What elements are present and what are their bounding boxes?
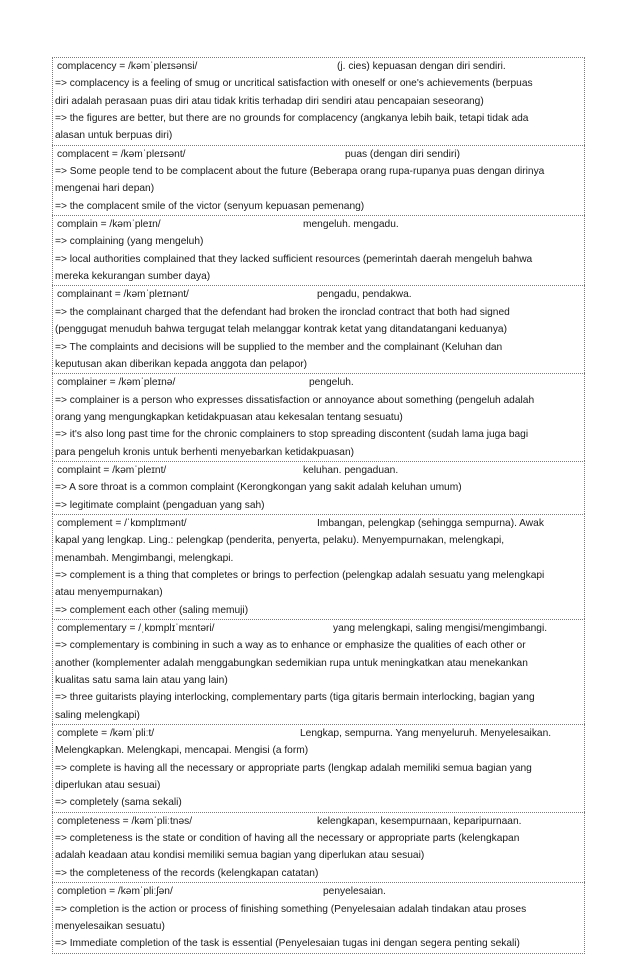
entry-text-line: adalah keadaan atau kondisi memiliki semua bagian yang diperlukan atau sesuai) <box>55 850 425 862</box>
entry-text-line: diperlukan atau sesuai) <box>55 780 161 792</box>
entry-text-line: saling melengkapi) <box>55 709 140 721</box>
dictionary-entry <box>52 619 585 724</box>
entry-text-line: => Immediate completion of the task is essential (Penyelesaian tugas ini dengan segera penting sekali) <box>55 938 520 950</box>
entry-text-line: => The complaints and decisions will be supplied to the member and the complainant (Keluhan dan <box>55 341 503 353</box>
entry-text-line: menambah. Mengimbangi, melengkapi. <box>55 552 234 564</box>
headword: complaint = /kəmˈpleɪnt/ <box>57 464 167 476</box>
entry-text-line: orang yang mengungkapkan ketidakpuasan atau kekesalan tentang sesuatu) <box>55 411 403 423</box>
entry-text-line: => complainer is a person who expresses dissatisfaction or annoyance about something (pengeluh adalah <box>55 394 535 406</box>
entry-text-line: => the complacent smile of the victor (senyum kepuasan pemenang) <box>55 200 365 212</box>
entry-text-line: mereka kekurangan sumber daya) <box>55 271 211 283</box>
entry-header <box>55 286 582 303</box>
entry-text-line: => A sore throat is a common complaint (Kerongkongan yang sakit adalah keluhan umum) <box>55 482 462 494</box>
entry-header <box>55 515 582 532</box>
entry-text-line: => the complainant charged that the defendant had broken the ironclad contract that both had signed <box>55 306 510 318</box>
entry-text-line: => completion is the action or process of finishing something (Penyelesaian adalah tindakan atau proses <box>55 903 527 915</box>
entry-text-line: another (komplementer adalah menggabungkan sedemikian rupa untuk meningkatkan atau menekankan <box>55 657 528 669</box>
entry-text-line: menyelesaikan sesuatu) <box>55 920 165 932</box>
entry-text-line: => completeness is the state or condition of having all the necessary or appropriate parts (kelengkapan <box>55 833 520 845</box>
entry-text-line: => complement each other (saling memuji) <box>55 604 249 616</box>
entry-header <box>55 146 582 163</box>
entry-text-line: Melengkapkan. Melengkapi, mencapai. Mengisi (a form) <box>55 745 309 757</box>
entry-text-line: => complementary is combining in such a way as to enhance or emphasize the qualities of each other or <box>55 640 526 652</box>
entry-text-line: => complaining (yang mengeluh) <box>55 236 204 248</box>
entry-text-line: => complete is having all the necessary or appropriate parts (lengkap adalah memiliki semua bagian yang <box>55 762 532 774</box>
translation: Imbangan, pelengkap (sehingga sempurna). Awak <box>317 517 544 529</box>
entry-header <box>55 725 582 742</box>
headword: completion = /kəmˈpliːʃən/ <box>57 886 173 898</box>
dictionary-entry <box>52 812 585 882</box>
entry-text-line: => completely (sama sekali) <box>55 797 182 809</box>
entry-text-line: alasan untuk berpuas diri) <box>55 130 173 142</box>
headword: complain = /kəmˈpleɪn/ <box>57 219 161 231</box>
entry-text-line: diri adalah perasaan puas diri atau tidak kritis terhadap diri sendiri atau pencapaian seseorang) <box>55 95 484 107</box>
translation: pengadu, pendakwa. <box>317 289 412 301</box>
entry-header <box>55 462 582 479</box>
entry-text-line: => it's also long past time for the chronic complainers to stop spreading discontent (sudah lama juga bagi <box>55 429 529 441</box>
dictionary-entry <box>52 145 585 215</box>
entry-text-line: => complement is a thing that completes or brings to perfection (pelengkap adalah sesuatu yang melengkapi <box>55 569 545 581</box>
entry-text-line: => the figures are better, but there are no grounds for complacency (angkanya lebih baik, tetapi tidak ada <box>55 113 529 125</box>
dictionary-entry <box>52 461 585 514</box>
translation: keluhan. pengaduan. <box>303 464 399 476</box>
entry-text-line: => three guitarists playing interlocking, complementary parts (tiga gitaris bermain interlocking, bagian yang <box>55 692 535 704</box>
translation: (j. cies) kepuasan dengan diri sendiri. <box>337 61 506 72</box>
entry-text-line: => the completeness of the records (kelengkapan catatan) <box>55 867 319 879</box>
translation: Lengkap, sempurna. Yang menyeluruh. Menyelesaikan. <box>300 728 552 740</box>
entry-text-line: => complacency is a feeling of smug or uncritical satisfaction with oneself or one's achievements (berpuas <box>55 78 533 90</box>
translation: mengeluh. mengadu. <box>303 219 399 231</box>
entry-text-line: => local authorities complained that they lacked sufficient resources (pemerintah daerah mengeluh bahwa <box>55 253 533 265</box>
entry-text-line: => legitimate complaint (pengaduan yang sah) <box>55 499 265 511</box>
headword: complacent = /kəmˈpleɪsənt/ <box>57 148 186 160</box>
dictionary-entry <box>52 215 585 285</box>
headword: complainant = /kəmˈpleɪnənt/ <box>57 289 189 301</box>
headword: complementary = /ˌkɒmplɪˈmɛntəri/ <box>57 623 215 634</box>
entry-header <box>55 813 582 830</box>
entry-text-line: (penggugat menuduh bahwa tergugat telah melanggar kontrak ketat yang ditandatangani keduanya) <box>55 324 507 336</box>
entry-header <box>55 620 582 637</box>
dictionary-entry <box>52 285 585 373</box>
translation: yang melengkapi, saling mengisi/mengimbangi. <box>333 623 548 634</box>
entry-text-line: => Some people tend to be complacent about the future (Beberapa orang rupa-rupanya puas dengan dirinya <box>55 166 545 178</box>
entry-text-line: para pengeluh kronis untuk berhenti menyebarkan ketidakpuasan) <box>55 446 355 458</box>
translation: pengeluh. <box>309 377 354 389</box>
entry-text-line: kualitas satu sama lain atau yang lain) <box>55 675 228 687</box>
headword: completeness = /kəmˈpliːtnəs/ <box>57 815 193 827</box>
translation: kelengkapan, kesempurnaan, keparipurnaan. <box>317 815 522 827</box>
entry-header <box>55 216 582 233</box>
translation: penyelesaian. <box>323 886 386 898</box>
entry-header <box>55 374 582 391</box>
dictionary-entry <box>52 373 585 461</box>
translation: puas (dengan diri sendiri) <box>345 148 460 160</box>
dictionary-entry <box>52 514 585 619</box>
entry-text-line: mengenai hari depan) <box>55 183 155 195</box>
dictionary-entry <box>52 57 585 145</box>
entry-text-line: keputusan akan diberikan kepada anggota dan pelapor) <box>55 358 308 370</box>
headword: complacency = /kəmˈpleɪsənsi/ <box>57 61 198 72</box>
dictionary-entry <box>52 882 585 953</box>
entry-header <box>55 883 582 900</box>
headword: complement = /ˈkɒmplɪmənt/ <box>57 517 187 529</box>
entry-text-line: kapal yang lengkap. Ling.: pelengkap (penderita, penyerta, pelaku). Menyempurnakan, melengkapi, <box>55 535 505 547</box>
entry-text-line: atau menyempurnakan) <box>55 587 163 599</box>
dictionary-entry <box>52 724 585 812</box>
headword: complainer = /kəmˈpleɪnə/ <box>57 377 176 389</box>
headword: complete = /kəmˈpliːt/ <box>57 728 155 740</box>
entry-header <box>55 58 582 75</box>
dictionary-document <box>52 57 585 954</box>
